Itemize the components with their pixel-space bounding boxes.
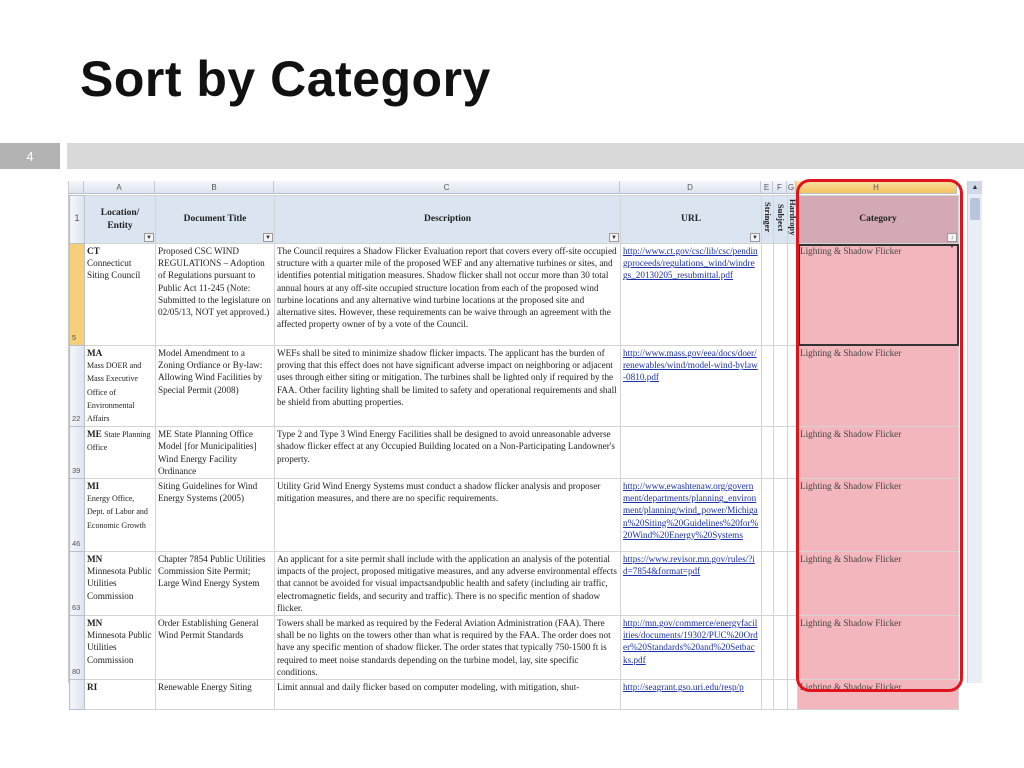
- cell-hardcopy[interactable]: [788, 346, 798, 427]
- cell-entity[interactable]: [85, 552, 156, 616]
- header-stringer[interactable]: [762, 196, 774, 244]
- url-link[interactable]: http://www.ct.gov/csc/lib/csc/pendingproceeds/regulations_wind/windregs_20130205_resubmittal.pdf: [623, 246, 758, 281]
- header-url-label: URL: [680, 214, 702, 225]
- entity-code: MN: [87, 618, 103, 629]
- header-stringer-label: Stringer: [763, 202, 773, 233]
- cell-description[interactable]: WEFs shall be sited to minimize shadow flicker impacts. The applicant has the burden of proving that this effect does not have significant adverse impact on neighboring or adjacent uses through either siting or mitigation. The turbines shall be lighted only if required by the FAA. Other facility lighting shall be limited to safety and operational requirements and shall be shield from abutting properties.: [275, 346, 621, 427]
- cell-entity[interactable]: [85, 680, 156, 710]
- row-number[interactable]: 63: [70, 552, 85, 616]
- cell-hardcopy[interactable]: [788, 680, 798, 710]
- cell-url[interactable]: [621, 427, 762, 479]
- vertical-scrollbar[interactable]: [967, 181, 982, 683]
- cell-subject[interactable]: [774, 244, 788, 346]
- cell-entity[interactable]: [85, 479, 156, 552]
- row-number[interactable]: 46: [70, 479, 85, 552]
- cell-category[interactable]: Lighting & Shadow Flicker: [798, 427, 959, 479]
- filter-dropdown-icon[interactable]: ▼: [609, 233, 619, 242]
- header-category[interactable]: [798, 196, 959, 250]
- cell-stringer[interactable]: [762, 427, 774, 479]
- header-description-label: Description: [424, 214, 471, 225]
- cell-description[interactable]: Towers shall be marked as required by the Federal Aviation Administration (FAA). There shall be no lights on the towers other than what is required by the FAA. The order does not have any specific mention of shadow flicker. The order states that typically 750-1500 ft is required to meet noise standards depending on the turbine model, lay, site specific conditions.: [275, 616, 621, 680]
- column-letter-headers: [69, 181, 957, 195]
- cell-url[interactable]: [621, 244, 762, 346]
- cell-entity[interactable]: [85, 616, 156, 680]
- cell-url[interactable]: [621, 616, 762, 680]
- cell-category[interactable]: Lighting & Shadow Flicker: [798, 346, 959, 427]
- cell-url[interactable]: [621, 680, 762, 710]
- url-link[interactable]: http://www.mass.gov/eea/docs/doer/renewables/wind/model-wind-bylaw-0810.pdf: [623, 348, 758, 383]
- header-category-label: Category: [859, 214, 897, 225]
- col-letter-a[interactable]: A: [84, 181, 155, 194]
- col-letter-e[interactable]: E: [761, 181, 773, 194]
- url-link[interactable]: https://www.revisor.mn.gov/rules/?id=7854&format=pdf: [623, 554, 755, 577]
- header-subject-label: Subject: [776, 203, 786, 232]
- cell-entity[interactable]: [85, 427, 156, 479]
- entity-name: Minnesota Public Utilities Commission: [87, 630, 152, 665]
- url-link[interactable]: http://seagrant.gso.uri.edu/resp/p: [623, 682, 744, 693]
- entity-code: MA: [87, 348, 103, 358]
- col-letter-corner[interactable]: [69, 181, 84, 194]
- cell-category[interactable]: Lighting & Shadow Flicker: [798, 680, 959, 710]
- cell-doc-title[interactable]: Renewable Energy Siting: [156, 680, 275, 710]
- entity-code: ME: [87, 429, 102, 440]
- cell-category[interactable]: Lighting & Shadow Flicker: [798, 479, 959, 552]
- cell-entity[interactable]: [85, 346, 156, 427]
- entity-code: RI: [87, 682, 98, 693]
- cell-url[interactable]: [621, 346, 762, 427]
- header-hardcopy-label: Hardcopy: [788, 199, 798, 236]
- cell-subject[interactable]: [774, 479, 788, 552]
- cell-url[interactable]: [621, 552, 762, 616]
- cell-subject[interactable]: [774, 616, 788, 680]
- filter-dropdown-icon[interactable]: ▼: [144, 233, 154, 242]
- row-number[interactable]: [70, 680, 85, 710]
- row-number[interactable]: 1: [70, 196, 85, 244]
- entity-name: State Planning Office: [87, 430, 151, 453]
- header-subject[interactable]: [774, 196, 788, 244]
- row-number[interactable]: 5: [70, 244, 85, 346]
- url-link[interactable]: http://mn.gov/commerce/energyfacilities/documents/19302/PUC%20Order%20Standards%20and%20Setbacks.pdf: [623, 618, 758, 665]
- col-letter-c[interactable]: C: [274, 181, 620, 194]
- table-row: [70, 616, 959, 680]
- data-grid: [69, 195, 959, 710]
- entity-code: CT: [87, 246, 100, 256]
- filter-dropdown-icon[interactable]: ▼: [750, 233, 760, 242]
- entity-code: MN: [87, 554, 103, 565]
- header-url[interactable]: [621, 196, 762, 244]
- col-letter-f[interactable]: F: [773, 181, 787, 194]
- cell-subject[interactable]: [774, 427, 788, 479]
- header-doc-title-label: Document Title: [183, 214, 247, 225]
- cell-entity[interactable]: [85, 244, 156, 346]
- header-entity-label: Location/ Entity: [100, 208, 140, 231]
- slide-title: Sort by Category: [80, 51, 491, 107]
- cell-description[interactable]: An applicant for a site permit shall include with the application an analysis of the potential impacts of the project, proposed mitigative measures, and any adverse environmental effects that cannot be avoided for visual impactsandpublic health and safety (including air traffic, electromagnetic fields, and security and traffic). There is no specific mention of shadow flicker.: [275, 552, 621, 616]
- entity-name: Energy Office, Dept. of Labor and Economic Growth: [87, 494, 148, 530]
- slide-number: 4: [0, 143, 60, 169]
- cell-hardcopy[interactable]: [788, 616, 798, 680]
- cell-stringer[interactable]: [762, 616, 774, 680]
- table-row: [70, 244, 959, 346]
- cell-hardcopy[interactable]: [788, 479, 798, 552]
- col-letter-h[interactable]: H: [796, 181, 957, 194]
- cell-hardcopy[interactable]: [788, 244, 798, 346]
- cell-stringer[interactable]: [762, 680, 774, 710]
- spreadsheet: [68, 181, 982, 693]
- row-number[interactable]: 80: [70, 616, 85, 680]
- cell-doc-title[interactable]: Proposed CSC WIND REGULATIONS – Adoption of Regulations pursuant to Public Act 11-245 (Note: Submitted to the legislature on 02/05/13, NOT yet approved.): [156, 244, 275, 346]
- slide-divider-bar: [67, 143, 1024, 169]
- table-row: [70, 680, 959, 710]
- entity-name: Connecticut Siting Council: [87, 258, 141, 281]
- cell-doc-title[interactable]: Order Establishing General Wind Permit Standards: [156, 616, 275, 680]
- cell-description[interactable]: Limit annual and daily flicker based on computer modeling, with mitigation, shut-: [275, 680, 621, 710]
- cell-hardcopy[interactable]: [788, 427, 798, 479]
- cell-stringer[interactable]: [762, 479, 774, 552]
- scroll-up-arrow-icon[interactable]: ▲: [968, 181, 982, 194]
- table-row: [70, 552, 959, 616]
- cell-category[interactable]: Lighting & Shadow Flicker: [798, 244, 959, 346]
- header-description[interactable]: [275, 196, 621, 244]
- cell-description[interactable]: The Council requires a Shadow Flicker Evaluation report that covers every off-site occupied structure with a quarter mile of the proposed WEF and any alternative turbines or sites, and identifies potential mitigation measures. Shadow flicker shall not occur more than 30 total annual hours at any off-site occupied structure location from each of the proposed wind turbine locations and any alternative wind turbine locations at the proposed site and alternative sites. However, these requirements can be waive through an agreement with the affected property owner of by a vote of the Council.: [275, 244, 621, 346]
- cell-doc-title[interactable]: Siting Guidelines for Wind Energy Systems (2005): [156, 479, 275, 552]
- entity-name: Minnesota Public Utilities Commission: [87, 566, 152, 601]
- col-letter-b[interactable]: B: [155, 181, 274, 194]
- cell-stringer[interactable]: [762, 552, 774, 616]
- cell-doc-title[interactable]: Chapter 7854 Public Utilities Commission Site Permit; Large Wind Energy System: [156, 552, 275, 616]
- sort-filter-icon[interactable]: ↓▼: [947, 233, 957, 242]
- cell-subject[interactable]: [774, 680, 788, 710]
- cell-doc-title[interactable]: Model Amendment to a Zoning Ordiance or By-law: Allowing Wind Facilities by Special Permit (2008): [156, 346, 275, 427]
- table-row: [70, 346, 959, 427]
- url-link[interactable]: http://www.ewashtenaw.org/government/departments/planning_environment/planning/wind_power/Michigan%20Siting%20Guidelines%20for%20Wind%20Energy%20Systems: [623, 481, 759, 540]
- col-letter-g[interactable]: G: [787, 181, 796, 194]
- cell-subject[interactable]: [774, 552, 788, 616]
- entity-name: Mass DOER and Mass Executive Office of Environmental Affairs: [87, 361, 142, 424]
- cell-stringer[interactable]: [762, 346, 774, 427]
- cell-subject[interactable]: [774, 346, 788, 427]
- cell-description[interactable]: Utility Grid Wind Energy Systems must conduct a shadow flicker analysis and proposer mitigation measures, and there are no specific requirements.: [275, 479, 621, 552]
- cell-category[interactable]: Lighting & Shadow Flicker: [798, 616, 959, 680]
- row-number[interactable]: 22: [70, 346, 85, 427]
- cell-stringer[interactable]: [762, 244, 774, 346]
- cell-doc-title[interactable]: ME State Planning Office Model [for Municipalities] Wind Energy Facility Ordinance: [156, 427, 275, 479]
- cell-description[interactable]: Type 2 and Type 3 Wind Energy Facilities shall be designed to avoid unreasonable adverse shadow flicker effect at any Occupied Building located on a Non-Participating Landowner's property.: [275, 427, 621, 479]
- col-letter-d[interactable]: D: [620, 181, 761, 194]
- header-doc-title[interactable]: [156, 196, 275, 244]
- entity-code: MI: [87, 481, 100, 492]
- header-entity[interactable]: [85, 196, 156, 244]
- scroll-thumb[interactable]: [970, 198, 980, 220]
- table-row: [70, 427, 959, 479]
- filter-dropdown-icon[interactable]: ▼: [263, 233, 273, 242]
- cell-category[interactable]: Lighting & Shadow Flicker: [798, 552, 959, 616]
- table-row: [70, 479, 959, 552]
- header-hardcopy[interactable]: [788, 196, 798, 244]
- cell-hardcopy[interactable]: [788, 552, 798, 616]
- cell-url[interactable]: [621, 479, 762, 552]
- header-row: [70, 196, 959, 244]
- row-number[interactable]: 39: [70, 427, 85, 479]
